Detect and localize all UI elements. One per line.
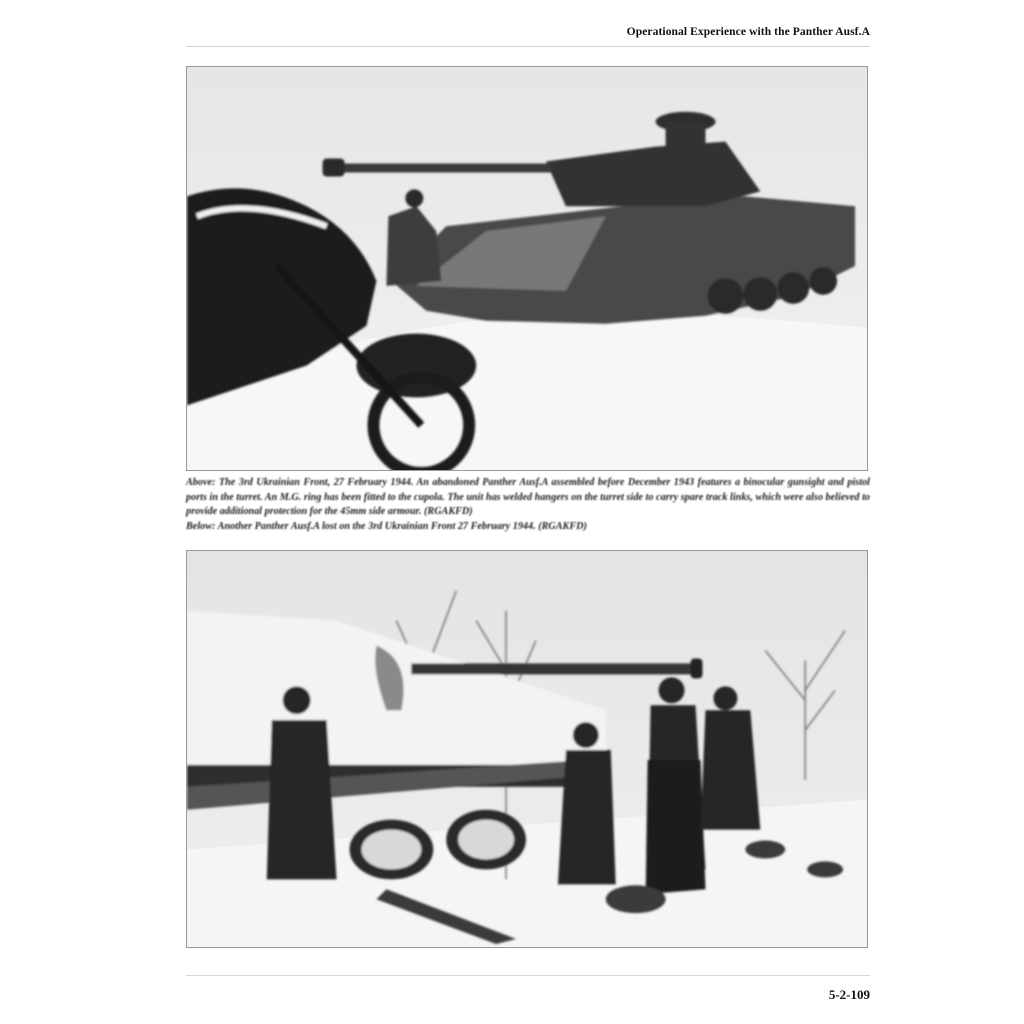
photo-top-image — [187, 67, 867, 470]
photo-top-panther-with-motorcycle — [186, 66, 868, 471]
page-number: 5-2-109 — [828, 987, 870, 1002]
caption-below: Below: Another Panther Ausf.A lost on the 3rd Ukrainian Front 27 February 1944. (RGAKFD) — [186, 520, 587, 532]
photo-caption — [186, 476, 870, 534]
photo-bottom-image — [187, 551, 867, 947]
caption-above: Above: The 3rd Ukrainian Front, 27 February 1944. An abandoned Panther Ausf.A assembled before December 1943 features a binocular gunsight and pistol ports in the turret. An M.G. ring has been fitted to the cupola. The unit has welded hangers on the turret side to carry spare track links, which were also believed to provide additional protection for the 45mm side armour. (RGAKFD) — [186, 477, 870, 518]
photo-bottom-panther-with-soldiers — [186, 550, 868, 948]
footer-rule — [186, 975, 870, 976]
running-header — [186, 22, 870, 47]
running-title: Operational Experience with the Panther Ausf.A — [626, 26, 870, 38]
